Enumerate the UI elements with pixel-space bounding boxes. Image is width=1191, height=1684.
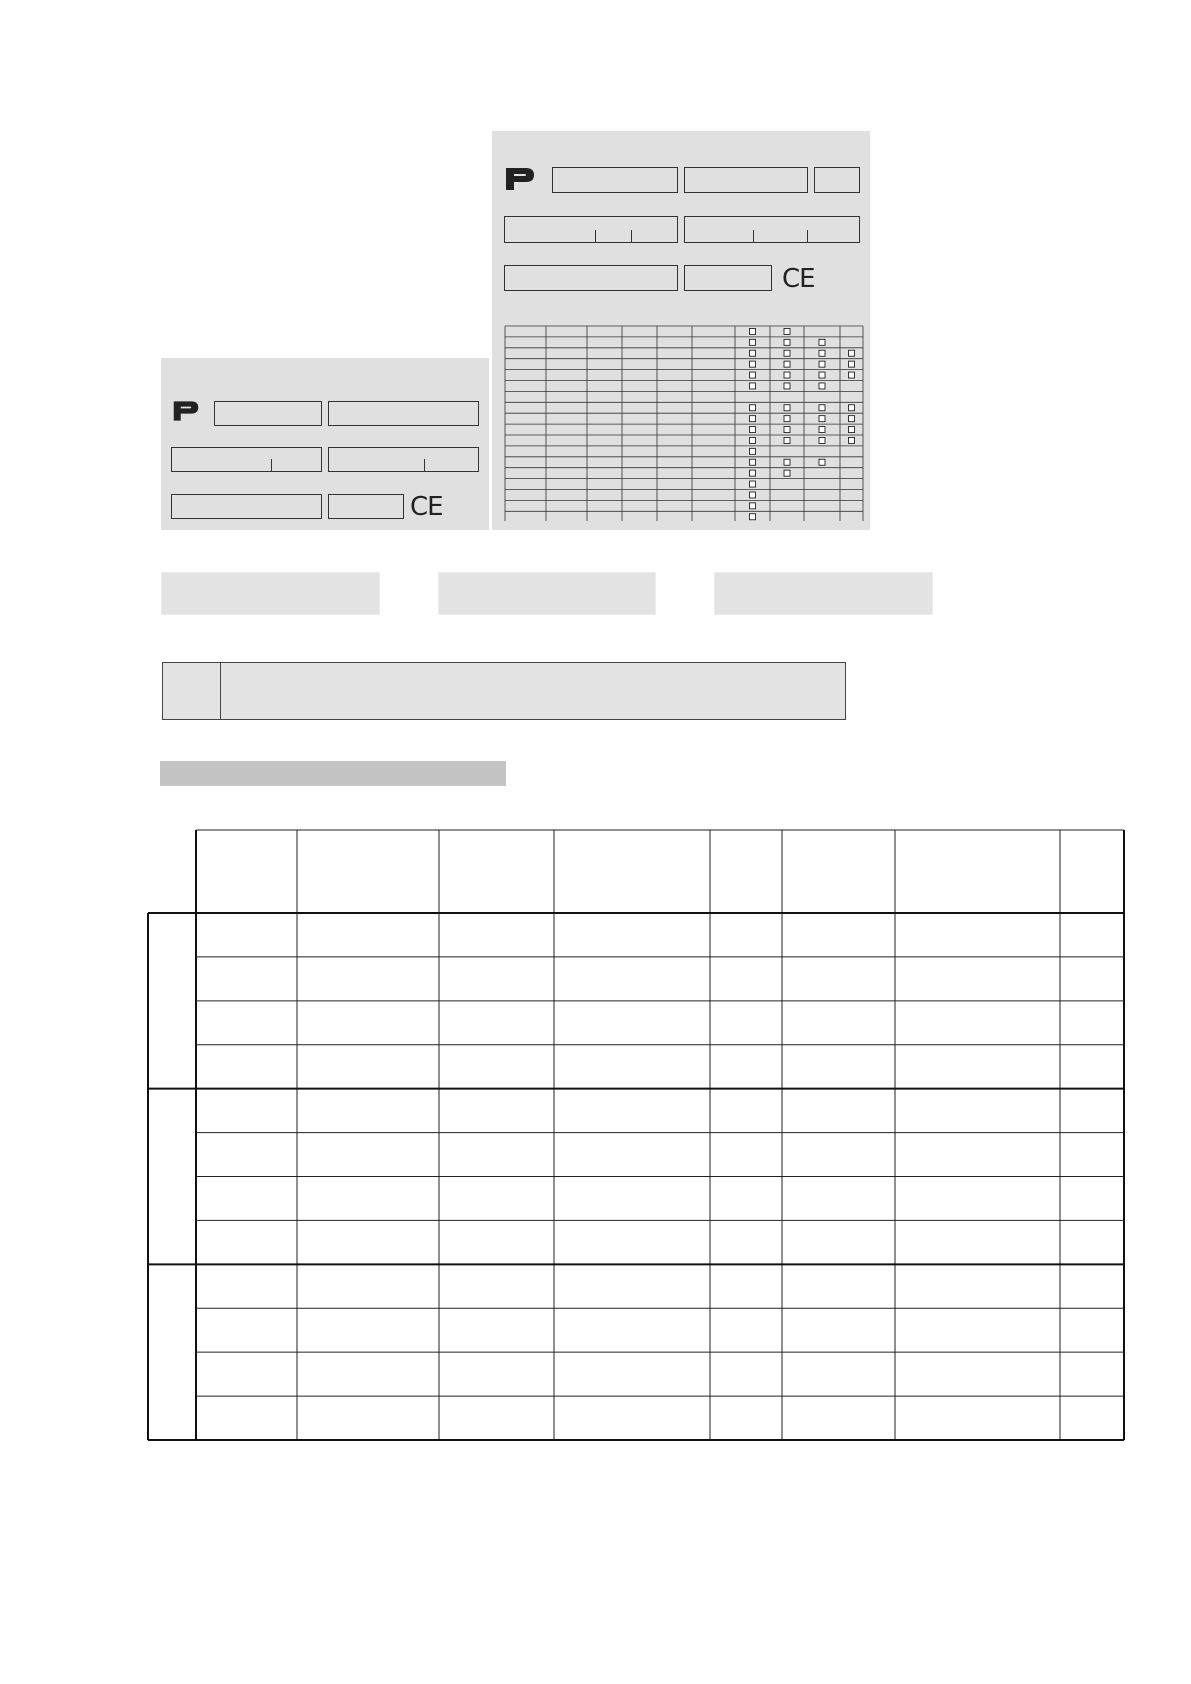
label-field-segmented[interactable] xyxy=(171,447,322,472)
checkbox-icon xyxy=(819,416,825,422)
large-label-panel xyxy=(492,131,870,530)
checkbox-icon xyxy=(750,427,756,433)
checkbox-icon xyxy=(849,405,855,411)
checkbox-icon xyxy=(784,350,790,356)
checkbox-icon xyxy=(784,372,790,378)
label-field[interactable] xyxy=(684,265,772,291)
checkbox-icon xyxy=(750,328,756,334)
checkbox-icon xyxy=(819,405,825,411)
checkbox-icon xyxy=(784,405,790,411)
checkbox-icon xyxy=(750,514,756,520)
blank-box-2 xyxy=(439,573,655,614)
label-field-segmented[interactable] xyxy=(328,447,479,472)
checkbox-icon xyxy=(849,372,855,378)
note-box xyxy=(162,662,846,720)
checkbox-icon xyxy=(750,383,756,389)
checkbox-icon xyxy=(750,481,756,487)
label-field[interactable] xyxy=(328,401,479,426)
section-heading-bar xyxy=(160,761,506,786)
checkbox-icon xyxy=(819,459,825,465)
label-field[interactable] xyxy=(552,167,678,193)
blank-box-1 xyxy=(162,573,379,614)
checkbox-icon xyxy=(784,427,790,433)
checkbox-icon xyxy=(750,361,756,367)
checkbox-icon xyxy=(819,350,825,356)
checkbox-icon xyxy=(750,503,756,509)
note-box-divider xyxy=(220,663,221,719)
checkbox-icon xyxy=(849,427,855,433)
data-table xyxy=(145,829,1135,1441)
label-field[interactable] xyxy=(214,401,322,426)
checkbox-icon xyxy=(784,328,790,334)
checkbox-icon xyxy=(819,427,825,433)
checkbox-icon xyxy=(784,416,790,422)
checkbox-icon xyxy=(750,459,756,465)
brand-logo-icon xyxy=(172,399,200,423)
checkbox-icon xyxy=(819,383,825,389)
checkbox-icon xyxy=(750,448,756,454)
segment-divider xyxy=(753,230,754,242)
label-field[interactable] xyxy=(171,494,322,519)
checkbox-icon xyxy=(849,361,855,367)
checkbox-icon xyxy=(819,361,825,367)
checkbox-icon xyxy=(750,416,756,422)
checkbox-icon xyxy=(849,437,855,443)
checkbox-icon xyxy=(819,372,825,378)
segment-divider xyxy=(807,230,808,242)
checkbox-icon xyxy=(750,372,756,378)
label-field-segmented[interactable] xyxy=(684,216,860,243)
segment-divider xyxy=(424,459,425,471)
label-field-segmented[interactable] xyxy=(504,216,678,243)
checkbox-icon xyxy=(750,339,756,345)
checkbox-icon xyxy=(784,339,790,345)
checkbox-icon xyxy=(784,383,790,389)
label-field[interactable] xyxy=(814,167,860,193)
label-field[interactable] xyxy=(684,167,808,193)
label-field[interactable] xyxy=(328,494,404,519)
checkbox-icon xyxy=(784,361,790,367)
checkbox-icon xyxy=(784,470,790,476)
checkbox-icon xyxy=(750,405,756,411)
blank-box-3 xyxy=(715,573,932,614)
segment-divider xyxy=(631,230,632,242)
checkbox-icon xyxy=(819,437,825,443)
small-label-panel xyxy=(161,358,489,530)
checkbox-icon xyxy=(784,459,790,465)
checkbox-icon xyxy=(849,350,855,356)
checkbox-icon xyxy=(750,470,756,476)
checkbox-icon xyxy=(750,350,756,356)
brand-logo-icon xyxy=(504,166,536,192)
checkbox-icon xyxy=(849,416,855,422)
checkbox-icon xyxy=(819,339,825,345)
ce-mark: CE xyxy=(782,264,815,294)
label-field[interactable] xyxy=(504,265,678,291)
segment-divider xyxy=(271,459,272,471)
ce-mark: CE xyxy=(410,492,443,522)
segment-divider xyxy=(595,230,596,242)
checkbox-icon xyxy=(750,492,756,498)
spec-grid xyxy=(504,325,864,521)
checkbox-icon xyxy=(750,437,756,443)
checkbox-icon xyxy=(784,437,790,443)
